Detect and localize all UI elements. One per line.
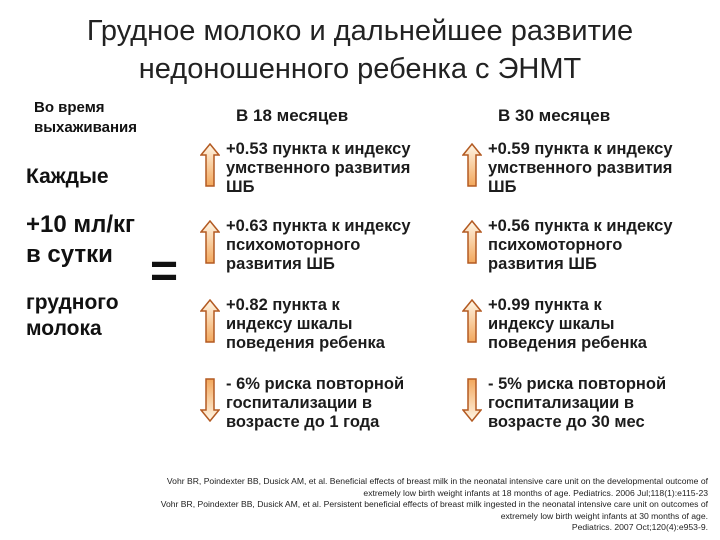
- cell-line: +0.63 пункта к индексу: [226, 217, 411, 235]
- cell-line: +0.99 пункта к: [488, 296, 602, 314]
- equals-sign: =: [150, 245, 179, 298]
- left-milk-line-1: грудного: [26, 291, 119, 314]
- cell-line: умственного развития: [226, 159, 411, 177]
- left-milk-line-2: молока: [26, 317, 102, 340]
- arrow-up-icon: [200, 299, 220, 343]
- arrow-up-icon: [200, 143, 220, 187]
- cell-line: ШБ: [488, 178, 517, 196]
- cell-line: психомоторного: [226, 236, 361, 254]
- arrow-down-icon: [462, 378, 482, 422]
- cell-line: +0.59 пункта к индексу: [488, 140, 673, 158]
- cell-line: - 5% риска повторной: [488, 375, 667, 393]
- references: [80, 476, 708, 534]
- left-amount-line-1: +10 мл/кг: [26, 211, 136, 238]
- cell-line: +0.82 пункта к: [226, 296, 340, 314]
- cell-line: возрасте до 1 года: [226, 413, 380, 431]
- left-top-line-1: Во время: [34, 99, 105, 116]
- left-top-label: [34, 98, 137, 138]
- cell-line: госпитализации в: [488, 394, 635, 412]
- reference-line: extremely low birth weight infants at 18 months of age. Pediatrics. 2006 Jul;118(1):e115-23: [363, 487, 708, 498]
- reference-line: Vohr BR, Poindexter BB, Dusick AM, et al. Beneficial effects of breast milk in the neonatal intensive care unit on the developmental outcome of: [166, 476, 708, 486]
- cell-line: индексу шкалы: [226, 315, 353, 333]
- result-18m-row-4: [226, 375, 454, 432]
- title-line-2: недоношенного ребенка с ЭНМТ: [138, 53, 582, 85]
- slide-title: [20, 12, 700, 88]
- cell-line: психомоторного: [488, 236, 623, 254]
- title-line-1: Грудное молоко и дальнейшее развитие: [86, 15, 634, 47]
- cell-line: - 6% риска повторной: [226, 375, 405, 393]
- result-30m-row-3: [488, 296, 716, 353]
- result-18m-row-3: [226, 296, 454, 353]
- result-30m-row-4: [488, 375, 716, 432]
- left-each: Каждые: [26, 165, 109, 188]
- cell-line: +0.53 пункта к индексу: [226, 140, 411, 158]
- result-18m-row-1: [226, 140, 454, 197]
- cell-line: ШБ: [226, 178, 255, 196]
- arrow-up-icon: [200, 220, 220, 264]
- left-amount: [26, 210, 135, 270]
- result-18m-row-2: [226, 217, 454, 274]
- cell-line: поведения ребенка: [488, 334, 647, 352]
- left-top-line-2: выхаживания: [34, 119, 137, 136]
- arrow-up-icon: [462, 299, 482, 343]
- arrow-down-icon: [200, 378, 220, 422]
- left-amount-line-2: в сутки: [26, 241, 113, 268]
- left-milk: [26, 290, 119, 342]
- column-header-30-months: В 30 месяцев: [498, 106, 611, 125]
- cell-line: умственного развития: [488, 159, 673, 177]
- reference-line: extremely low birth weight infants at 30 months of age.: [500, 510, 708, 521]
- cell-line: развития ШБ: [488, 255, 597, 273]
- result-30m-row-2: [488, 217, 716, 274]
- cell-line: поведения ребенка: [226, 334, 385, 352]
- column-header-18-months: В 18 месяцев: [236, 106, 349, 125]
- cell-line: госпитализации в: [226, 394, 373, 412]
- reference-line: Vohr BR, Poindexter BB, Dusick AM, et al. Persistent beneficial effects of breast milk ingested in the neonatal intensive care unit on outcomes of: [160, 499, 708, 509]
- reference-line: Pediatrics. 2007 Oct;120(4):e953-9.: [571, 522, 708, 532]
- arrow-up-icon: [462, 220, 482, 264]
- result-30m-row-1: [488, 140, 716, 197]
- cell-line: +0.56 пункта к индексу: [488, 217, 673, 235]
- arrow-up-icon: [462, 143, 482, 187]
- cell-line: индексу шкалы: [488, 315, 615, 333]
- cell-line: развития ШБ: [226, 255, 335, 273]
- cell-line: возрасте до 30 мес: [488, 413, 645, 431]
